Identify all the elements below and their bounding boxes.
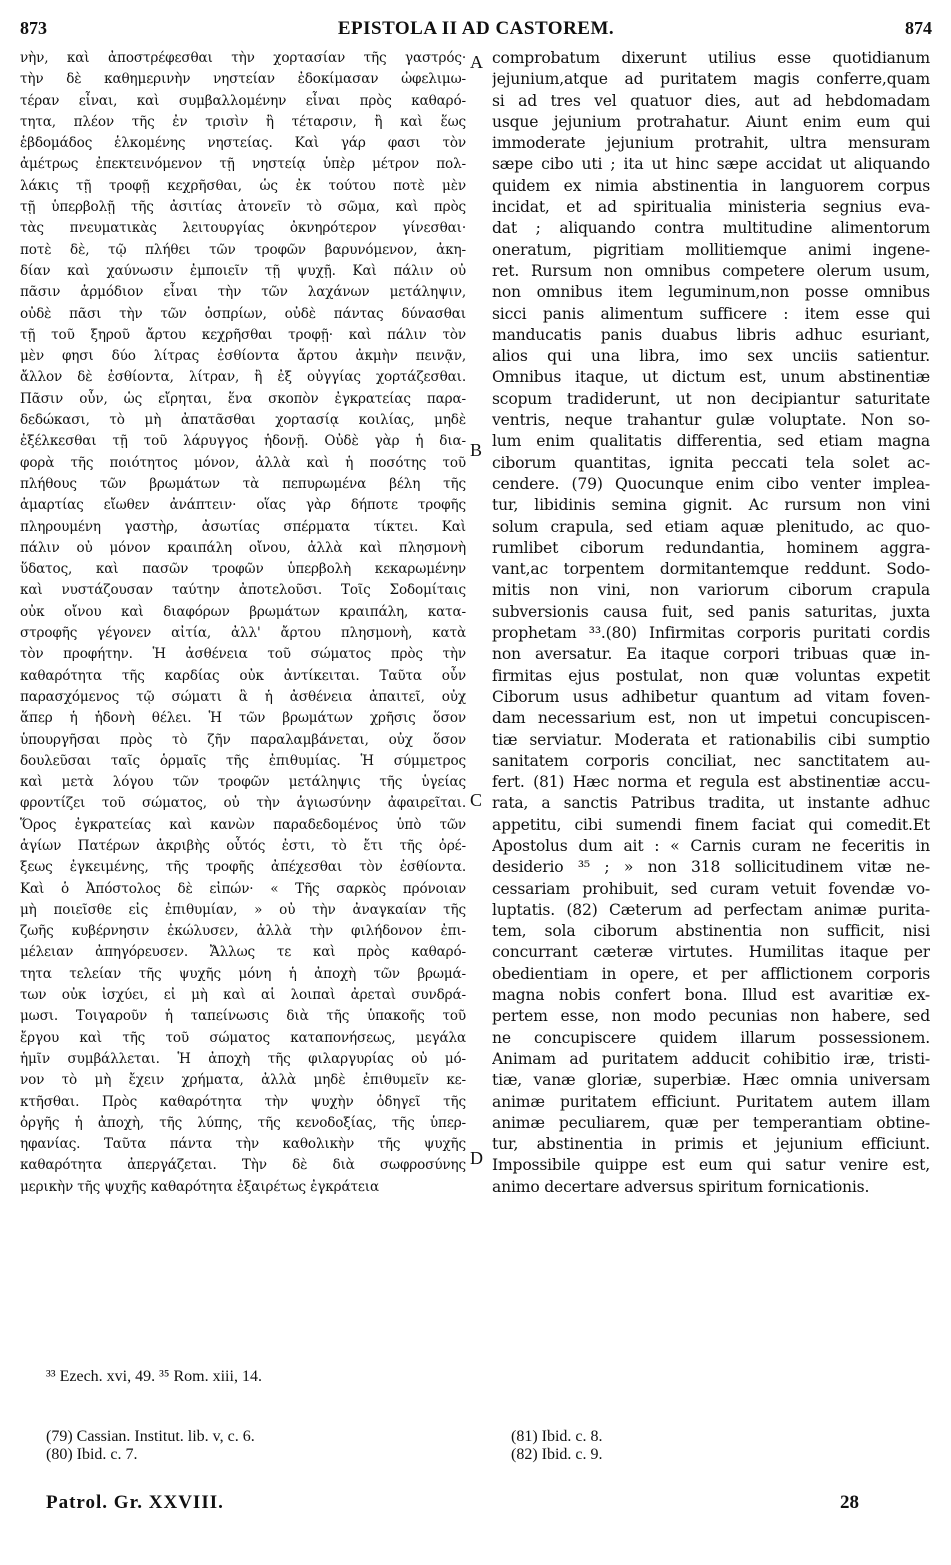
latin-text-line: non aversatur. Ea itaque corpori tribuas quæ in- bbox=[492, 645, 930, 664]
greek-text-line: φροντίζει τοῦ σώματος, οὐ τὴν ἁγιωσύνην ἀφαιρεῖται. bbox=[20, 795, 466, 812]
latin-text-line: tiæ serviatur. Moderata et rationabilis cibi sumptio bbox=[492, 730, 930, 749]
greek-text-line: δουλεῦσαι ταῖς ὁρμαῖς τῆς ἐπιθυμίας. Ἡ σύμμετρος bbox=[20, 752, 466, 769]
greek-text-line: καὶ μετὰ λόγου τῶν τροφῶν μετάληψις τῆς ὑγείας bbox=[20, 774, 466, 791]
greek-text-line: στροφῆς γέγονεν αἰτία, ἀλλ' ἄρτου πλησμονὴ, κατὰ bbox=[20, 625, 466, 642]
latin-text-line: Omnibus itaque, ut dictum est, unum abstinentiæ bbox=[492, 368, 930, 387]
page-header bbox=[20, 18, 932, 44]
greek-text-line: ὕδατος, καὶ πασῶν τροφῶν ὑπερβολὴ κεκαρωμένην bbox=[20, 561, 466, 578]
greek-text-line: καθαρότητα τῆς καρδίας οὐκ ἀντίκειται. Ταῦτα οὖν bbox=[20, 667, 466, 684]
latin-text-line: jejunium,atque ad puritatem magis conferre,quam bbox=[492, 70, 930, 89]
latin-text-line: rata, a sanctis Patribus tradita, ut instante adhuc bbox=[492, 794, 930, 813]
latin-text-line: animo decertare adversus spiritum fornicationis. bbox=[492, 1177, 870, 1196]
latin-text-line: comprobatum dixerunt utilius esse quotidianum bbox=[492, 49, 930, 67]
latin-text-line: immoderate jejunium protrahit, ultra mensuram bbox=[492, 134, 930, 153]
latin-text-line: Impossibile quippe est eum qui satur venire est, bbox=[492, 1156, 930, 1175]
latin-text-line: vant,ac torpentem dormitantemque reddunt. Sodo- bbox=[492, 560, 930, 579]
greek-text-line: τητα, πλέον τῆς ἐν τρισὶν ἢ τέταρσιν, ἢ καὶ ἕως bbox=[20, 113, 466, 130]
scripture-reference-line: ³³ Ezech. xvi, 49. ³⁵ Rom. xiii, 14. bbox=[46, 1368, 262, 1385]
latin-column bbox=[492, 48, 930, 1198]
greek-text-line: πληρουμένη γαστὴρ, ἀσωτίας σπέρματα τίκτει. Καὶ bbox=[20, 518, 466, 535]
latin-text-line: magna nobis confert bona. Illud est avaritiæ ex- bbox=[492, 986, 930, 1005]
latin-text-line: ventris, neque trahantur gulæ voluptate. Non so- bbox=[492, 411, 930, 430]
greek-text-line: Πᾶσιν οὖν, ὡς εἴρηται, ἕνα σκοπὸν ἐγκρατείας παρα- bbox=[20, 390, 466, 407]
footer-series: Patrol. Gr. XXVIII. bbox=[46, 1492, 224, 1513]
latin-text-line: non omnibus item leguminum,non posse omnibus bbox=[492, 283, 930, 302]
latin-text-line: alios qui una libra, imo sex unciis satientur. bbox=[492, 347, 930, 366]
greek-text-line: ποτὲ δὲ, τῷ πλήθει τῶν τροφῶν βαρυνόμενον, ἀκη- bbox=[20, 241, 466, 258]
latin-text-line: rumlibet ciborum redundantia, hominem aggra- bbox=[492, 538, 930, 557]
latin-text-line: ciborum quantitas, ignita peccati tela solet ac- bbox=[492, 453, 930, 472]
latin-text-line: tur, abstinentia in primis et jejunium efficiunt. bbox=[492, 1135, 930, 1154]
latin-text-line: animæ peculiarem, quæ per temperantiam obtine- bbox=[492, 1113, 930, 1132]
latin-text-line: si ad tres vel quatuor dies, aut ad hebdomadam bbox=[492, 91, 930, 110]
greek-text-line: ἀμέτρως ἐπεκτεινόμενον τῇ νηστείᾳ ὑπὲρ μέτρον πολ- bbox=[20, 156, 466, 173]
greek-text-line: δίαν καὶ χαύνωσιν ἐμποιεῖν τῇ ψυχῇ. Καὶ πάλιν οὐ bbox=[20, 262, 466, 279]
running-title: EPISTOLA II AD CASTOREM. bbox=[337, 18, 615, 39]
greek-text-line: ζωῆς κυβέρνησιν ἐκώλυσεν, ἀλλὰ τὴν φιλήδονον ἐπι- bbox=[20, 923, 466, 940]
greek-text-line: ὑπουργῆσαι πρὸς τὸ ζῆν παραλαμβάνεται, οὐχ ὅσον bbox=[20, 731, 466, 748]
latin-text-line: quidem ex nimia abstinentia in languorem corpus bbox=[492, 176, 930, 195]
greek-text-line: τῇ τοῦ ξηροῦ ἄρτου κεχρῆσθαι τροφῇ· καὶ πάλιν τὸν bbox=[20, 326, 466, 343]
greek-text-line: λάκις τῇ τροφῇ κεχρῆσθαι, ὡς ἐκ τούτου ποτὲ μὲν bbox=[20, 177, 466, 194]
latin-text-line: usque jejunium protrahatur. Aiunt enim eum qui bbox=[492, 112, 930, 131]
greek-text-line: τὴν δὲ καθημερινὴν νηστείαν ἐδοκίμασαν ὠφελιμω- bbox=[20, 71, 466, 88]
latin-text-line: sanitatem corporis conciliat, nec sanctitatem au- bbox=[492, 751, 930, 770]
greek-text-line: Καὶ ὁ Ἀπόστολος δὲ εἰπών· « Τῆς σαρκὸς πρόνοιαν bbox=[20, 880, 466, 897]
latin-text-line: manducatis panis duabus libris adhuc esuriant, bbox=[492, 325, 930, 344]
greek-text-line: πλήθους τῶν βρωμάτων τὰ πεπυρωμένα βέλη τῆς bbox=[20, 475, 466, 492]
latin-text-line: firmitas ejus postulat, non quæ voluntas expetit bbox=[492, 666, 930, 685]
greek-text-line: οὐδὲ πᾶσι τὴν τῶν ὀσπρίων, οὐδὲ πάντας δύνασθαι bbox=[20, 305, 466, 322]
greek-text-line: ἁγίων Πατέρων ἀκριβὴς οὗτός ἐστι, τὸ ἔτι τῆς ὀρέ- bbox=[20, 837, 466, 854]
latin-text-line: fert. (81) Hæc norma et regula est abstinentiæ accu- bbox=[492, 773, 930, 792]
greek-text-line: νὴν, καὶ ἀποστρέφεσθαι τὴν χορτασίαν τῆς γαστρός· bbox=[20, 50, 466, 66]
greek-text-line: πᾶσιν ἁρμόδιον εἶναι τὴν τῶν λαχάνων μετάληψιν, bbox=[20, 284, 466, 301]
footnote: (80) Ibid. c. 7. bbox=[46, 1446, 138, 1463]
latin-text-line: oneratum, pigritiam mollitiemque animi ingene- bbox=[492, 240, 930, 259]
latin-text-line: ret. Rursum non omnibus competere olerum usum, bbox=[492, 261, 930, 280]
latin-text-line: animæ puritatem efficiunt. Puritatem autem illam bbox=[492, 1092, 930, 1111]
greek-text-line: ἅπερ ἡ ἡδονὴ θέλει. Ἡ τῶν βρωμάτων χρῆσις ὅσον bbox=[20, 710, 466, 727]
greek-text-line: πάλιν οὐ μόνον κραιπάλη οἴνου, ἀλλὰ καὶ πλησμονὴ bbox=[20, 539, 466, 556]
footer-sheet-number: 28 bbox=[840, 1492, 859, 1513]
footnote: (79) Cassian. Institut. lib. v, c. 6. bbox=[46, 1428, 255, 1445]
greek-text-line: παρασχόμενος τῷ σώματι ἃ ἡ ἀσθένεια ἀπαιτεῖ, οὐχ bbox=[20, 688, 466, 705]
scripture-references bbox=[46, 1368, 262, 1386]
greek-text-line: ἁμαρτίας εἴωθεν ἀνάπτειν· οἵας γὰρ δήποτε τροφῆς bbox=[20, 497, 466, 514]
latin-text-line: ne concupiscere quidem illarum possessionem. bbox=[492, 1028, 930, 1047]
latin-text-line: tiæ, vanæ gloriæ, superbiæ. Hæc omnia universam bbox=[492, 1071, 930, 1090]
latin-text-line: concurrant cæteræ virtutes. Humilitas itaque per bbox=[492, 943, 930, 962]
latin-text-line: cessariam prohibuit, sed curam vetuit fovendæ vo- bbox=[492, 879, 930, 898]
section-marker-d: D bbox=[470, 1148, 483, 1168]
greek-text-line: τὸν προφήτην. Ἡ ἀσθένεια τοῦ σώματος πρὸς τὴν bbox=[20, 646, 466, 663]
greek-text-line: μωσι. Τοιγαροῦν ἡ ταπείνωσις διὰ τῆς ὑπακοῆς τοῦ bbox=[20, 1008, 466, 1025]
greek-text-line: φορὰ τῆς ποιότητος μόνον, ἀλλὰ καὶ ἡ ποσότης τοῦ bbox=[20, 454, 466, 471]
section-marker-a: A bbox=[470, 52, 483, 72]
section-marker-b: B bbox=[470, 440, 483, 460]
latin-text-line: subversionis causa fuit, sed panis saturitas, juxta bbox=[492, 602, 930, 621]
greek-text-line: καὶ νυστάζουσαν ταύτην ἀποτελοῦσι. Τοῖς Σοδομίταις bbox=[20, 582, 466, 599]
latin-text-line: appetitu, cibi sumendi finem faciat qui comedit.Et bbox=[492, 815, 930, 834]
greek-text-line: ἑβδομάδος ἑλκομένης νηστείας. Καὶ γάρ φασι τὸν bbox=[20, 135, 466, 152]
greek-text-line: των οὐκ ἰσχύει, εἰ μὴ καὶ αἱ λοιπαὶ ἀρεταὶ συνδρά- bbox=[20, 987, 466, 1004]
latin-text-line: tur, libidinis semina gignit. Ac rursum non vini bbox=[492, 496, 930, 515]
latin-text-line: Animam ad puritatem adducit cohibitio iræ, tristi- bbox=[492, 1049, 930, 1068]
greek-text-line: τῇ ὑπερβολῇ τῆς ἀσιτίας ἀτονεῖν τὸ σῶμα, καὶ πρὸς bbox=[20, 199, 466, 216]
latin-text-line: luptatis. (82) Cæterum ad perfectam animæ purita- bbox=[492, 900, 930, 919]
latin-text-line: pertem esse, non modo pecunias non habere, sed bbox=[492, 1007, 930, 1026]
footnote: (81) Ibid. c. 8. bbox=[511, 1428, 603, 1445]
greek-text-line: ἔργου καὶ τῆς τοῦ σώματος καταπονήσεως, μεγάλα bbox=[20, 1029, 466, 1046]
greek-text-line: μέλειαν ἀπηγόρευσεν. Ἄλλως τε καὶ πρὸς καθαρό- bbox=[20, 944, 466, 961]
greek-text-line: νον τὸ μὴ ἔχειν χρήματα, ἀλλὰ μηδὲ ἐπιθυμεῖν κε- bbox=[20, 1072, 466, 1089]
greek-text-line: ὀργῆς ἡ ἀποχὴ, τῆς λύπης, τῆς κενοδοξίας, τῆς ὑπερ- bbox=[20, 1114, 466, 1131]
greek-text-line: ηφανίας. Ταῦτα πάντα τὴν καθολικὴν τῆς ψυχῆς bbox=[20, 1136, 466, 1153]
greek-text-line: μὲν φησι δύο λίτρας ἐσθίοντα ἄρτου ἀκμὴν πεινᾷν, bbox=[20, 348, 466, 365]
greek-text-line: καθαρότητα ἀπεργάζεται. Τὴν δὲ διὰ σωφροσύνης bbox=[20, 1157, 466, 1174]
greek-text-line: τέραν εἶναι, καὶ συμβαλλομένην εἶναι πρὸς καθαρό- bbox=[20, 92, 466, 109]
footnote: (82) Ibid. c. 9. bbox=[511, 1446, 603, 1463]
footnotes-right bbox=[511, 1428, 603, 1464]
latin-text-line: obedientiam in opere, et per afflictionem corporis bbox=[492, 964, 930, 983]
latin-text-line: prophetam ³³.(80) Infirmitas corporis puritati cordis bbox=[492, 624, 930, 643]
greek-text-line: μὴ ποιεῖσθε εἰς ἐπιθυμίαν, » οὐ τὴν ἀναγκαίαν τῆς bbox=[20, 901, 466, 918]
latin-text-line: sæpe cibo uti ; ita ut hinc sæpe accidat ut aliquando bbox=[492, 155, 930, 174]
latin-text-line: cendere. (79) Quocunque enim cibo venter implea- bbox=[492, 474, 930, 493]
latin-text-line: dat ; aliquando contra multitudine alimentorum bbox=[492, 219, 930, 238]
greek-column bbox=[20, 48, 466, 1198]
greek-text-line: τὰς πνευματικὰς λειτουργίας ὀκνηρότερον γίνεσθαι· bbox=[20, 220, 466, 237]
greek-text-line: ἄλλον δὲ ἐσθίοντα, λίτραν, ἢ ἐξ οὐγγίας χορτάζεσθαι. bbox=[20, 369, 466, 386]
latin-text-line: Ciborum usus adhibetur quantum ad vitam foven- bbox=[492, 687, 930, 706]
column-number-right: 874 bbox=[905, 18, 932, 38]
greek-text-line: Ὅρος ἐγκρατείας καὶ κανὼν παραδεδομένος ὑπὸ τῶν bbox=[20, 816, 466, 833]
latin-text-line: dam necessarium est, non ut impetui concupiscen- bbox=[492, 709, 930, 728]
greek-text-line: ἡμῖν συμβάλλεται. Ἡ ἀποχὴ τῆς φιλαργυρίας οὐ μό- bbox=[20, 1050, 466, 1067]
latin-text-line: lum enim qualitatis differentia, sed etiam magna bbox=[492, 432, 930, 451]
latin-text-line: sicci panis alimentum sufficere : item esse qui bbox=[492, 304, 930, 323]
latin-text-line: incidat, et ad spiritualia ministeria segnius eva- bbox=[492, 198, 930, 217]
latin-text-line: tem, sola ciborum abstinentia non sufficit, nisi bbox=[492, 922, 930, 941]
latin-text-line: solum crapula, sed etiam aquæ plenitudo, ac quo- bbox=[492, 517, 930, 536]
column-number-left: 873 bbox=[20, 18, 47, 38]
section-marker-c: C bbox=[470, 790, 483, 810]
latin-text-line: desiderio ³⁵ ; » non 318 sollicitudinem vitæ ne- bbox=[492, 858, 930, 877]
greek-text-line: ἐξέλκεσθαι τῇ τοῦ λάρυγγος ἡδονῇ. Οὐδὲ γὰρ ἡ δια- bbox=[20, 433, 466, 450]
greek-text-line: ξεως ἐγκειμένης, τῆς τροφῆς ἀπέχεσθαι τὸν ἐσθίοντα. bbox=[20, 859, 466, 876]
greek-text-line: τητα τελείαν τῆς ψυχῆς μόνη ἡ ἀποχὴ τῶν βρωμά- bbox=[20, 965, 466, 982]
latin-text-line: mitis non vini, non variorum ciborum crapula bbox=[492, 581, 930, 600]
footnotes-left bbox=[46, 1428, 255, 1464]
greek-text-line: κτῆσθαι. Πρὸς καθαρότητα τὴν ψυχὴν ὁδηγεῖ τῆς bbox=[20, 1093, 466, 1110]
greek-text-line: μερικὴν τῆς ψυχῆς καθαρότητα ἐξαιρέτως ἐγκράτεια bbox=[20, 1178, 379, 1195]
greek-text-line: οὐκ οἴνου καὶ διαφόρων βρωμάτων κραιπάλη, κατα- bbox=[20, 603, 466, 620]
greek-text-line: δεδώκασι, τὸ μὴ ἀπατᾶσθαι χορτασίᾳ κοιλίας, μηδὲ bbox=[20, 412, 466, 429]
latin-text-line: scopum tradiderunt, ut non decipiantur saturitate bbox=[492, 389, 930, 408]
latin-text-line: Apostolus dum ait : « Carnis curam ne feceritis in bbox=[492, 836, 930, 855]
